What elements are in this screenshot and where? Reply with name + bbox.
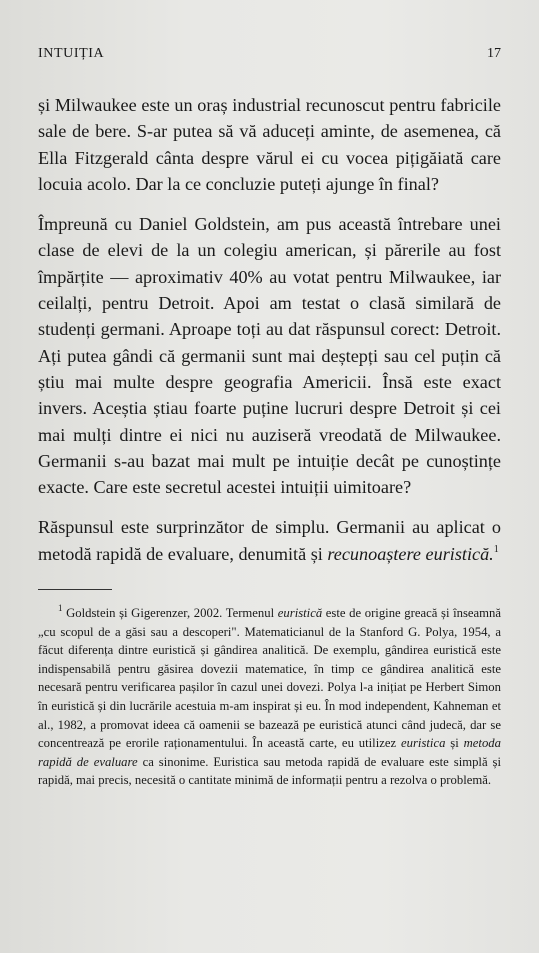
paragraph-2: Împreună cu Daniel Goldstein, am pus această întrebare unei clase de elevi de la un colegiu american, și părerile au fost împărțite — aproximativ 40% au votat pentru Milwaukee, iar ceilalți, pentru Detroit. Apoi am testat o clasă similară de studenți germani. Aproape toți au dat răspunsul corect: Detroit. Ați putea gândi că germanii sunt mai deștepți sau cel puțin că știu mai multe despre geografia Americii. Însă este exact invers. Aceștia știau foarte puține lucruri despre Detroit și cei mai mulți dintre ei nici nu auziseră vreodată de Milwaukee. Germanii s-au bazat mai mult pe intuiție decât pe cunoștințe exacte. Care este secretul acestei intuiții uimitoare? bbox=[38, 214, 501, 498]
paragraph-1: și Milwaukee este un oraș industrial recunoscut pentru fabricile sale de bere. S-ar putea să vă aduceți aminte, de asemenea, că Ella Fitzgerald cânta despre vărul ei cu vocea pițigăiată care locuia acolo. Dar la ce concluzie puteți ajunge în final? bbox=[38, 95, 501, 194]
running-head: INTUIȚIA bbox=[38, 46, 105, 61]
page-header bbox=[38, 46, 501, 66]
paragraph-3-text: Răspunsul este surprinzător de simplu. Germanii au aplicat o metodă rapidă de evaluare, denumită și bbox=[38, 517, 501, 564]
footnote-reference: 1 bbox=[493, 543, 499, 555]
footnote-emphasis-2: euristica bbox=[401, 736, 446, 751]
footnote-divider bbox=[38, 589, 112, 590]
paragraph-3 bbox=[38, 514, 501, 567]
footnote-text-2: este de origine greacă și înseamnă „cu scopul de a găsi sau a descoperi". Matematicianul de la Stanford G. Polya, 1954, a făcut diferența dintre euristică și gândirea analitică. De exemplu, gândirea euristică este indispensabilă pentru găsirea dovezii matematice, în timp ce gândirea analitică este necesară pentru verificarea pașilor în cazul unei dovezi. Polya l-a inițiat pe Herbert Simon în euristică și din lucrările acestuia m-am inspirat și eu. În mod independent, Kahneman et al., 1982, a promovat ideea că oamenii se bazează pe euristică atunci când judecă, dar se concentrează pe erorile raționamentului. În această carte, eu utilizez bbox=[38, 606, 501, 751]
footnote-emphasis-3: metoda rapidă de evaluare bbox=[38, 736, 501, 769]
footnote-emphasis-1: euristică bbox=[277, 606, 323, 621]
footnote-text-1: Goldstein și Gigerenzer, 2002. Termenul bbox=[62, 606, 278, 621]
page-body bbox=[38, 92, 501, 790]
footnote-1 bbox=[38, 604, 501, 790]
paragraph-3-emphasis: recunoaștere euristică. bbox=[327, 543, 494, 564]
page-number: 17 bbox=[487, 46, 501, 61]
footnote-marker: 1 bbox=[58, 602, 63, 613]
footnote-text-3: și bbox=[445, 736, 464, 751]
footnote-text-4: ca sinonime. Euristica sau metoda rapidă de evaluare este simplă și rapidă, mai precis, necesită o cantitate minimă de informații pentru a rezolva o problemă. bbox=[38, 754, 501, 788]
